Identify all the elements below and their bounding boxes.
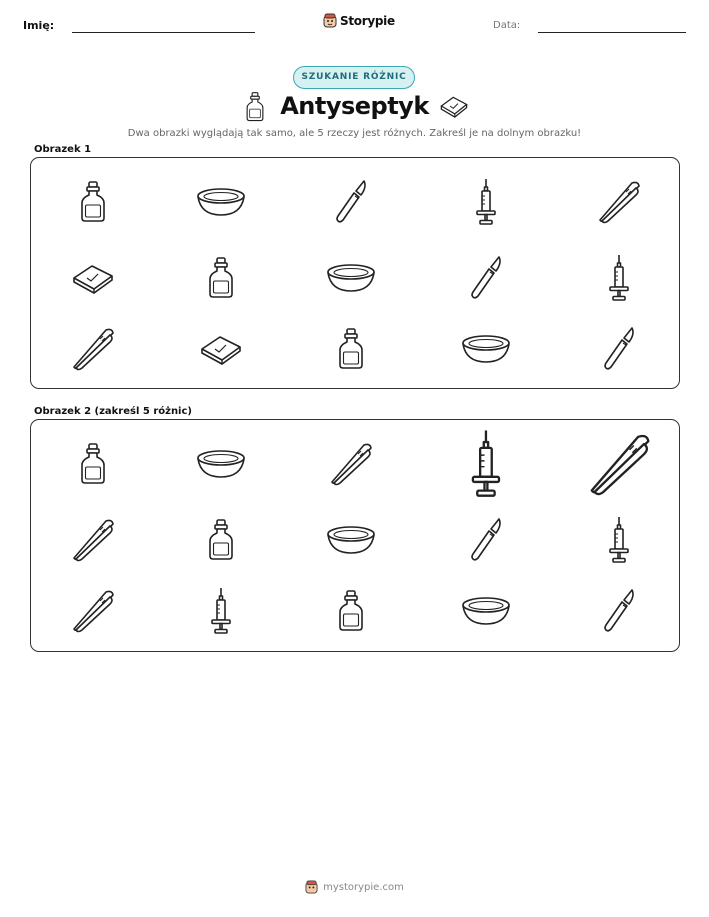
picture-1-item-r2c3 xyxy=(325,262,377,294)
bottle-icon xyxy=(336,590,366,632)
picture-1-item-r3c1 xyxy=(70,326,116,372)
picture-1-item-r1c3 xyxy=(334,179,368,225)
picture-2-item-r1c5[interactable] xyxy=(586,431,653,498)
tweezers-icon xyxy=(328,441,374,487)
picture-1-item-r3c3 xyxy=(336,328,366,370)
date-label: Data: xyxy=(493,20,521,31)
picture-2-item-r3c3[interactable] xyxy=(336,590,366,632)
scalpel-icon xyxy=(469,255,503,301)
picture-2-item-r2c4[interactable] xyxy=(469,517,503,563)
picture-2-item-r2c5[interactable] xyxy=(608,516,630,564)
picture-1-item-r2c1 xyxy=(71,261,115,295)
brand-name: Storypie xyxy=(340,13,395,28)
bottle-icon xyxy=(206,519,236,561)
syringe-icon xyxy=(470,429,502,499)
picture-1-item-r1c4 xyxy=(475,178,497,226)
scalpel-icon xyxy=(602,326,636,372)
syringe-icon xyxy=(210,587,232,635)
footer xyxy=(0,880,709,894)
tweezers-icon xyxy=(586,431,653,498)
picture-1-item-r1c1 xyxy=(78,181,108,223)
picture-2-item-r2c2[interactable] xyxy=(206,519,236,561)
tweezers-icon xyxy=(70,517,116,563)
picture-1-panel xyxy=(30,157,680,389)
picture-1-item-r2c2 xyxy=(206,257,236,299)
scalpel-icon xyxy=(334,179,368,225)
syringe-icon xyxy=(608,516,630,564)
syringe-icon xyxy=(608,254,630,302)
picture-1-item-r2c4 xyxy=(469,255,503,301)
gauze-icon xyxy=(199,332,243,366)
bowl-icon xyxy=(195,448,247,480)
picture-2-item-r3c4[interactable] xyxy=(460,595,512,627)
bottle-icon xyxy=(206,257,236,299)
storypie-mascot-icon xyxy=(305,880,318,894)
bottle-icon xyxy=(336,328,366,370)
scalpel-icon xyxy=(602,588,636,634)
picture-2-item-r3c5[interactable] xyxy=(602,588,636,634)
name-label: Imię: xyxy=(23,19,55,32)
category-badge: SZUKANIE RÓŻNIC xyxy=(293,66,415,89)
picture-1-item-r1c5 xyxy=(596,179,642,225)
bowl-icon xyxy=(460,333,512,365)
bowl-icon xyxy=(325,524,377,556)
picture-2-item-r1c3[interactable] xyxy=(328,441,374,487)
picture-1-item-r3c5 xyxy=(602,326,636,372)
picture-2-item-r1c2[interactable] xyxy=(195,448,247,480)
picture-2-label: Obrazek 2 (zakreśl 5 różnic) xyxy=(34,406,192,417)
syringe-icon xyxy=(475,178,497,226)
picture-2-item-r3c1[interactable] xyxy=(70,588,116,634)
footer-site: mystorypie.com xyxy=(323,881,404,893)
date-field-line[interactable] xyxy=(538,32,686,33)
picture-1-item-r3c4 xyxy=(460,333,512,365)
page-title: Antyseptyk xyxy=(280,92,429,120)
brand-logo xyxy=(323,13,395,28)
instructions: Dwa obrazki wyglądają tak samo, ale 5 rzeczy jest różnych. Zakreśl je na dolnym obrazku! xyxy=(127,128,582,139)
picture-2-item-r2c3[interactable] xyxy=(325,524,377,556)
picture-2-item-r1c1[interactable] xyxy=(78,443,108,485)
picture-2-panel[interactable] xyxy=(30,419,680,652)
bowl-icon xyxy=(195,186,247,218)
tweezers-icon xyxy=(70,326,116,372)
bowl-icon xyxy=(325,262,377,294)
picture-2-item-r3c2[interactable] xyxy=(210,587,232,635)
bottle-icon xyxy=(78,443,108,485)
gauze-icon xyxy=(439,94,469,118)
tweezers-icon xyxy=(596,179,642,225)
picture-1-item-r3c2 xyxy=(199,332,243,366)
bottle-icon xyxy=(78,181,108,223)
picture-1-item-r1c2 xyxy=(195,186,247,218)
gauze-icon xyxy=(71,261,115,295)
bowl-icon xyxy=(460,595,512,627)
name-field-line[interactable] xyxy=(72,32,255,33)
picture-2-item-r1c4[interactable] xyxy=(470,429,502,499)
picture-2-item-r2c1[interactable] xyxy=(70,517,116,563)
picture-1-label: Obrazek 1 xyxy=(34,144,92,155)
storypie-mascot-icon xyxy=(323,13,337,28)
scalpel-icon xyxy=(469,517,503,563)
picture-1-item-r2c5 xyxy=(608,254,630,302)
tweezers-icon xyxy=(70,588,116,634)
